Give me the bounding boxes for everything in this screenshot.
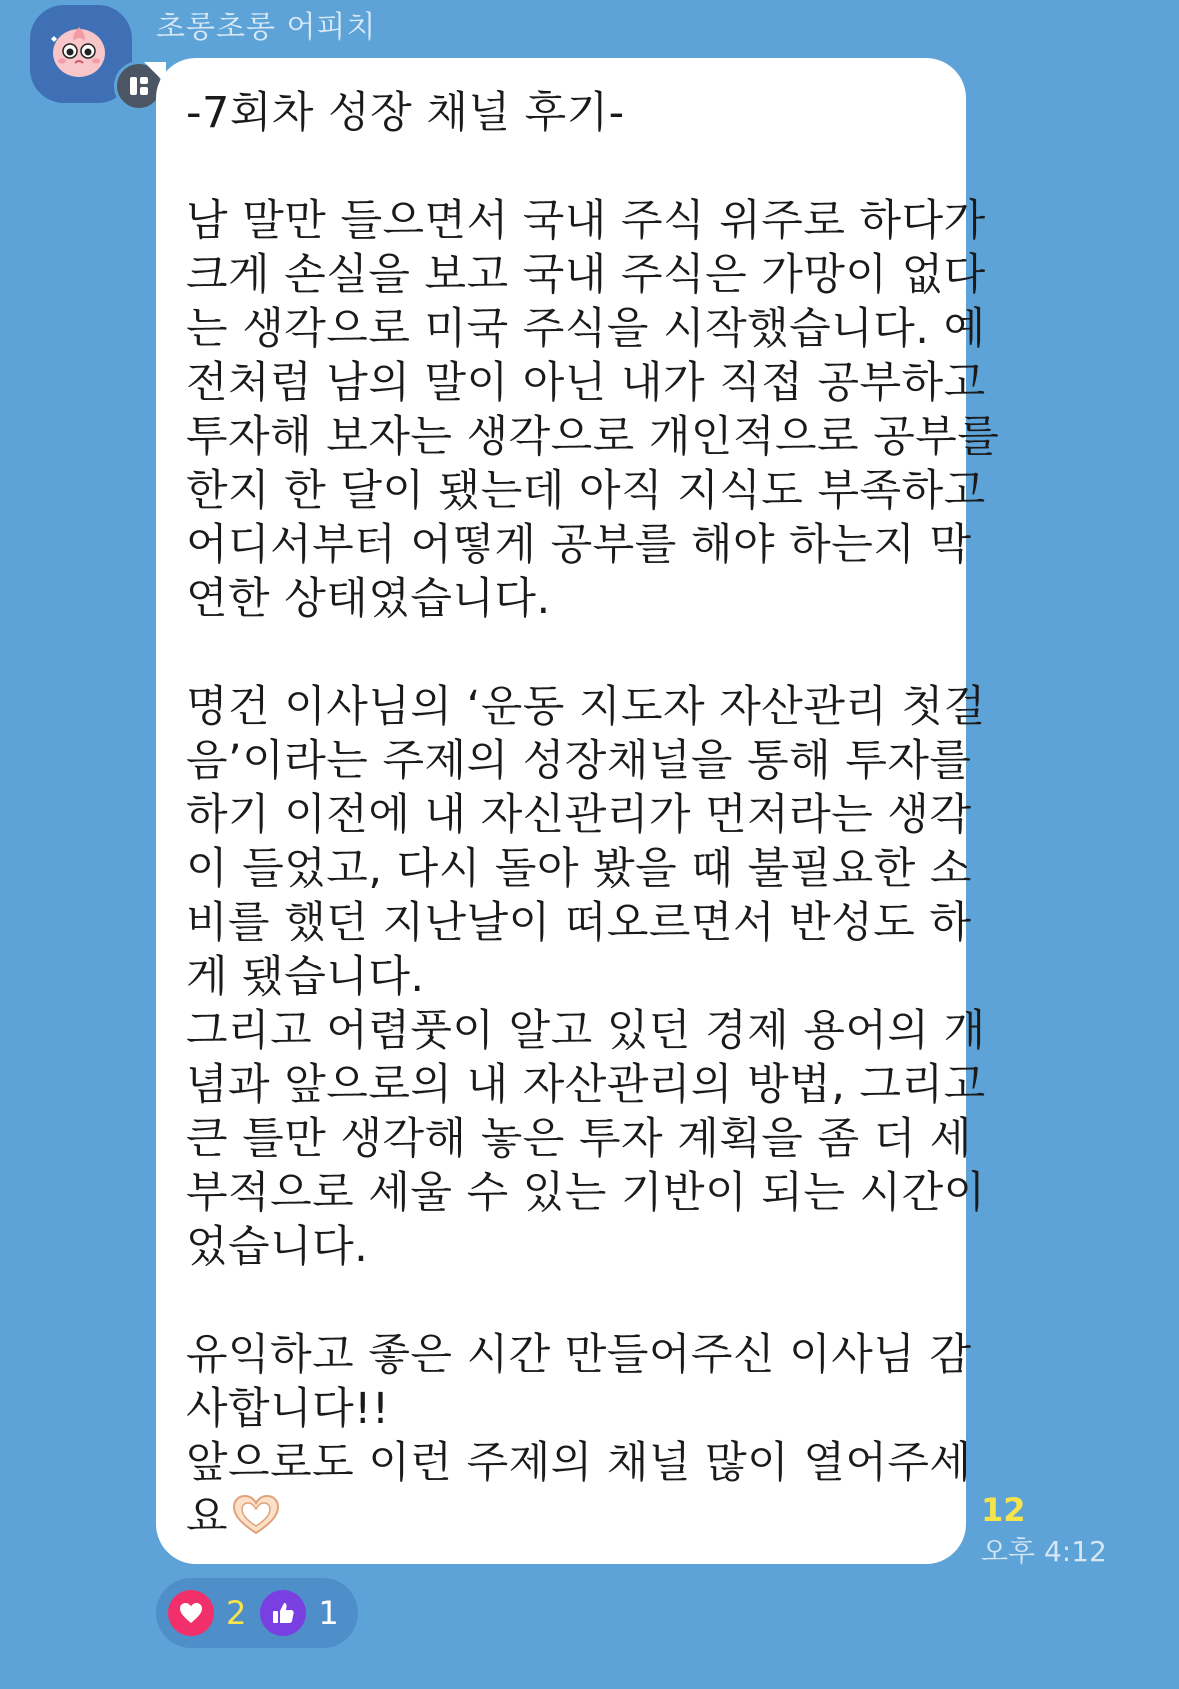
message-line: 명건 이사님의 ‘운동 지도자 자산관리 첫걸 (186, 682, 986, 732)
message-line: 념과 앞으로의 내 자산관리의 방법, 그리고 (186, 1060, 986, 1110)
message-line: 는 생각으로 미국 주식을 시작했습니다. 예 (186, 304, 986, 354)
thumbs-up-icon (260, 1590, 306, 1636)
reaction-bar[interactable] (156, 1578, 358, 1648)
message-line: 부적으로 세울 수 있는 기반이 되는 시간이 (186, 1168, 986, 1218)
message-line: 하기 이전에 내 자신관리가 먼저라는 생각 (186, 790, 972, 840)
message-line (186, 1274, 936, 1328)
message-line: 음’이라는 주제의 성장채널을 통해 투자를 (186, 736, 972, 786)
message-line: 투자해 보자는 생각으로 개인적으로 공부를 (186, 412, 1000, 462)
message-line: 앞으로도 이런 주제의 채널 많이 열어주세 (186, 1438, 972, 1488)
unread-count: 12 (981, 1491, 1026, 1529)
message-line: 전처럼 남의 말이 아닌 내가 직접 공부하고 (186, 358, 986, 408)
apeach-character-icon (48, 19, 110, 81)
message-line: 비를 했던 지난날이 떠오르면서 반성도 하 (186, 898, 972, 948)
sender-avatar[interactable] (30, 5, 132, 103)
message-timestamp: 오후 4:12 (981, 1535, 1107, 1568)
reaction-heart-count: 2 (226, 1594, 247, 1632)
reaction-heart[interactable] (168, 1590, 246, 1636)
message-line-text: 요 (186, 1492, 229, 1542)
message-line: -7회차 성장 채널 후기- (186, 88, 625, 138)
message-line: 이 들었고, 다시 돌아 봤을 때 불필요한 소 (186, 844, 972, 894)
reaction-thumbs-up-count: 1 (318, 1594, 339, 1632)
message-line: 사합니다!! (186, 1384, 390, 1434)
heart-icon (168, 1590, 214, 1636)
message-line: 크게 손실을 보고 국내 주식은 가망이 없다 (186, 250, 986, 300)
message-line (186, 140, 936, 194)
message-line: 한지 한 달이 됐는데 아직 지식도 부족하고 (186, 466, 986, 516)
message-line (186, 626, 936, 680)
message-line: 유익하고 좋은 시간 만들어주신 이사님 감 (186, 1330, 972, 1380)
message-line: 남 말만 들으면서 국내 주식 위주로 하다가 (186, 196, 986, 246)
message-line: 큰 틀만 생각해 놓은 투자 계획을 좀 더 세 (186, 1114, 972, 1164)
message-line: 게 됐습니다. (186, 952, 425, 1002)
message-bubble[interactable] (156, 58, 1000, 1564)
message-line-last (186, 1490, 936, 1544)
message-line: 어디서부터 어떻게 공부를 해야 하는지 막 (186, 520, 972, 570)
message-line: 그리고 어렴풋이 알고 있던 경제 용어의 개 (186, 1006, 986, 1056)
reaction-thumbs-up[interactable] (260, 1590, 338, 1636)
heart-hands-emoji-icon (230, 1493, 282, 1537)
sender-name: 초롱초롱 어피치 (156, 10, 377, 45)
message-line: 연한 상태였습니다. (186, 574, 551, 624)
message-line: 었습니다. (186, 1222, 369, 1272)
